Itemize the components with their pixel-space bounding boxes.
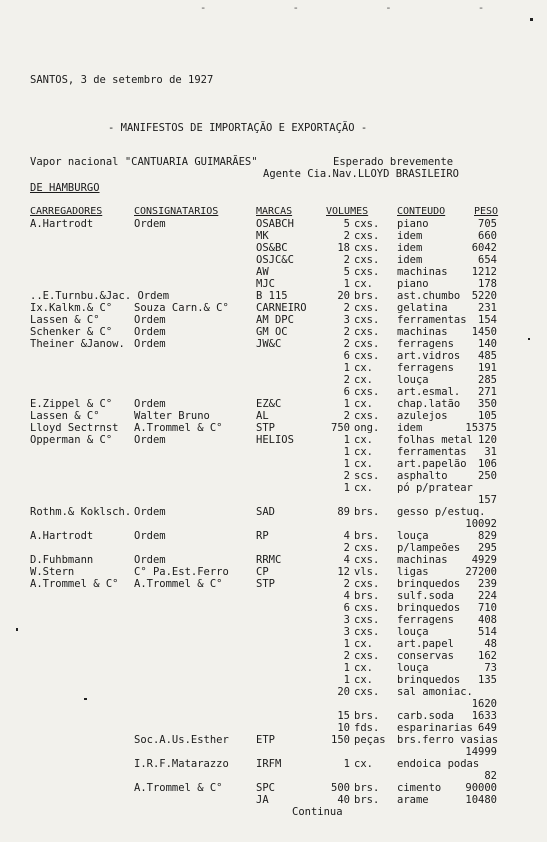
marks-cell: B 115 xyxy=(256,290,288,302)
weight-cell: 649 xyxy=(478,722,497,734)
unit-cell: peças xyxy=(354,734,386,746)
volumes-cell: 2 xyxy=(343,374,350,386)
manifest-row xyxy=(0,254,547,266)
paper-speck xyxy=(528,338,530,340)
unit-cell: brs. xyxy=(354,794,380,806)
manifest-row xyxy=(0,398,547,410)
origin-port: DE HAMBURGO xyxy=(30,182,100,194)
weight-cell: 48 xyxy=(484,638,497,650)
contents-cell: endoica podas xyxy=(397,758,480,770)
weight-cell: 271 xyxy=(478,386,497,398)
marks-cell: HELIOS xyxy=(256,434,294,446)
contents-cell: piano xyxy=(397,218,429,230)
manifest-row xyxy=(0,554,547,566)
contents-cell: machinas xyxy=(397,326,448,338)
volumes-cell: 1 xyxy=(343,362,350,374)
unit-cell: cxs. xyxy=(354,410,380,422)
manifest-row xyxy=(0,770,547,782)
manifest-row xyxy=(0,482,547,494)
marks-cell: OSJC&C xyxy=(256,254,294,266)
consignee-cell: A.Trommel & C° xyxy=(134,578,223,590)
contents-cell: machinas xyxy=(397,266,448,278)
manifest-row xyxy=(0,782,547,794)
weight-cell: 90000 xyxy=(465,782,497,794)
contents-cell: conservas xyxy=(397,650,454,662)
shipper-cell: Theiner &Janow. xyxy=(30,338,125,350)
contents-cell: esparinarias xyxy=(397,722,473,734)
manifest-row xyxy=(0,674,547,686)
shipper-cell: Schenker & C° xyxy=(30,326,113,338)
weight-cell: 250 xyxy=(478,470,497,482)
unit-cell: cxs. xyxy=(354,266,380,278)
manifest-row xyxy=(0,794,547,806)
shipper-cell: W.Stern xyxy=(30,566,75,578)
unit-cell: brs. xyxy=(354,530,380,542)
contents-cell: brinquedos xyxy=(397,674,461,686)
weight-cell: 27200 xyxy=(465,566,497,578)
unit-cell: cxs. xyxy=(354,326,380,338)
manifest-row xyxy=(0,266,547,278)
marks-cell: STP xyxy=(256,422,275,434)
consignee-cell: I.R.F.Matarazzo xyxy=(134,758,229,770)
contents-cell: gesso p/estuq. xyxy=(397,506,486,518)
manifest-row xyxy=(0,302,547,314)
weight-cell: 154 xyxy=(478,314,497,326)
volumes-cell: 89 xyxy=(337,506,350,518)
volumes-cell: 10 xyxy=(337,722,350,734)
unit-cell: fds. xyxy=(354,722,380,734)
marks-cell: RP xyxy=(256,530,269,542)
contents-cell: ferragens xyxy=(397,362,454,374)
contents-cell: art.vidros xyxy=(397,350,461,362)
expected-arrival: Esperado brevemente xyxy=(333,156,454,168)
unit-cell: cxs. xyxy=(354,626,380,638)
contents-cell: brinquedos xyxy=(397,578,461,590)
unit-cell: cxs. xyxy=(354,542,380,554)
contents-cell: cimento xyxy=(397,782,442,794)
weight-cell: 485 xyxy=(478,350,497,362)
contents-cell: azulejos xyxy=(397,410,448,422)
consignee-cell: Ordem xyxy=(134,218,166,230)
marks-cell: RRMC xyxy=(256,554,282,566)
contents-cell: sal amoniac. xyxy=(397,686,473,698)
weight-cell: 106 xyxy=(478,458,497,470)
unit-cell: cx. xyxy=(354,458,373,470)
contents-cell: arame xyxy=(397,794,429,806)
unit-cell: cxs. xyxy=(354,386,380,398)
marks-cell: OSABCH xyxy=(256,218,294,230)
volumes-cell: 4 xyxy=(343,554,350,566)
marks-cell: AL xyxy=(256,410,269,422)
marks-cell: IRFM xyxy=(256,758,282,770)
unit-cell: cxs. xyxy=(354,614,380,626)
manifest-row xyxy=(0,602,547,614)
unit-cell: brs. xyxy=(354,782,380,794)
manifest-row xyxy=(0,614,547,626)
contents-cell: ast.chumbo xyxy=(397,290,461,302)
manifest-row xyxy=(0,590,547,602)
volumes-cell: 12 xyxy=(337,566,350,578)
unit-cell: ong. xyxy=(354,422,380,434)
weight-cell: 82 xyxy=(484,770,497,782)
marks-cell: CP xyxy=(256,566,269,578)
volumes-cell: 500 xyxy=(331,782,350,794)
consignee-cell: C° Pa.Est.Ferro xyxy=(134,566,229,578)
volumes-cell: 1 xyxy=(343,662,350,674)
volumes-cell: 1 xyxy=(343,446,350,458)
weight-cell: 829 xyxy=(478,530,497,542)
volumes-cell: 20 xyxy=(337,686,350,698)
header-marks: MARCAS xyxy=(256,206,293,217)
consignee-cell: Ordem xyxy=(134,314,166,326)
volumes-cell: 5 xyxy=(343,266,350,278)
volumes-cell: 6 xyxy=(343,350,350,362)
consignee-cell: A.Trommel & C° xyxy=(134,782,223,794)
document-title: - MANIFESTOS DE IMPORTAÇÃO E EXPORTAÇÃO - xyxy=(108,122,368,134)
manifest-row xyxy=(0,746,547,758)
volumes-cell: 6 xyxy=(343,386,350,398)
unit-cell: cx. xyxy=(354,278,373,290)
marks-cell: MJC xyxy=(256,278,275,290)
contents-cell: ferramentas xyxy=(397,446,467,458)
unit-cell: cxs. xyxy=(354,602,380,614)
marks-cell: AM DPC xyxy=(256,314,294,326)
consignee-cell: Ordem xyxy=(134,338,166,350)
weight-cell: 157 xyxy=(478,494,497,506)
volumes-cell: 1 xyxy=(343,398,350,410)
contents-cell: art.esmal. xyxy=(397,386,461,398)
manifest-row xyxy=(0,326,547,338)
unit-cell: cx. xyxy=(354,482,373,494)
weight-cell: 1212 xyxy=(471,266,497,278)
weight-cell: 10480 xyxy=(465,794,497,806)
contents-cell: ferragens xyxy=(397,614,454,626)
manifest-row xyxy=(0,698,547,710)
contents-cell: pó p/pratear xyxy=(397,482,473,494)
marks-cell: JA xyxy=(256,794,269,806)
contents-cell: louça xyxy=(397,374,429,386)
weight-cell: 408 xyxy=(478,614,497,626)
weight-cell: 710 xyxy=(478,602,497,614)
weight-cell: 1450 xyxy=(471,326,497,338)
paper-speck xyxy=(530,18,533,21)
manifest-row xyxy=(0,290,547,302)
contents-cell: machinas xyxy=(397,554,448,566)
weight-cell: 239 xyxy=(478,578,497,590)
marks-cell: CARNEIRO xyxy=(256,302,307,314)
contents-cell: piano xyxy=(397,278,429,290)
unit-cell: cx. xyxy=(354,662,373,674)
unit-cell: cx. xyxy=(354,758,373,770)
manifest-row xyxy=(0,650,547,662)
weight-cell: 295 xyxy=(478,542,497,554)
weight-cell: 231 xyxy=(478,302,497,314)
unit-cell: cxs. xyxy=(354,314,380,326)
unit-cell: cxs. xyxy=(354,578,380,590)
contents-cell: idem xyxy=(397,254,423,266)
unit-cell: brs. xyxy=(354,506,380,518)
marks-cell: STP xyxy=(256,578,275,590)
weight-cell: 654 xyxy=(478,254,497,266)
weight-cell: 120 xyxy=(478,434,497,446)
consignee-cell: Souza Carn.& C° xyxy=(134,302,229,314)
shipping-agent: Agente Cia.Nav.LLOYD BRASILEIRO xyxy=(263,168,459,180)
shipper-cell: E.Zippel & C° xyxy=(30,398,113,410)
volumes-cell: 20 xyxy=(337,290,350,302)
shipper-cell: D.Fuhbmann xyxy=(30,554,94,566)
volumes-cell: 3 xyxy=(343,626,350,638)
contents-cell: ferragens xyxy=(397,338,454,350)
manifest-row xyxy=(0,758,547,770)
weight-cell: 14999 xyxy=(465,746,497,758)
marks-cell: SPC xyxy=(256,782,275,794)
shipper-cell: Rothm.& Koklsch. xyxy=(30,506,132,518)
unit-cell: cx. xyxy=(354,446,373,458)
manifest-row xyxy=(0,350,547,362)
weight-cell: 73 xyxy=(484,662,497,674)
volumes-cell: 2 xyxy=(343,302,350,314)
manifest-row xyxy=(0,338,547,350)
contents-cell: ferramentas xyxy=(397,314,467,326)
volumes-cell: 2 xyxy=(343,230,350,242)
continued-note: Continua xyxy=(292,806,343,818)
marks-cell: AW xyxy=(256,266,269,278)
unit-cell: cx. xyxy=(354,674,373,686)
top-marks: - - - - xyxy=(200,2,525,14)
volumes-cell: 18 xyxy=(337,242,350,254)
date-line: SANTOS, 3 de setembro de 1927 xyxy=(30,74,214,86)
shipper-cell: ..E.Turnbu.&Jac. Ordem xyxy=(30,290,170,302)
header-weight: PESO xyxy=(474,206,499,217)
manifest-row xyxy=(0,518,547,530)
paper-speck xyxy=(84,698,87,700)
marks-cell: MK xyxy=(256,230,269,242)
unit-cell: cxs. xyxy=(354,350,380,362)
manifest-row xyxy=(0,362,547,374)
contents-cell: louça xyxy=(397,530,429,542)
unit-cell: cx. xyxy=(354,362,373,374)
volumes-cell: 750 xyxy=(331,422,350,434)
contents-cell: gelatina xyxy=(397,302,448,314)
shipper-cell: A.Hartrodt xyxy=(30,530,94,542)
unit-cell: cxs. xyxy=(354,254,380,266)
marks-cell: ETP xyxy=(256,734,275,746)
marks-cell: JW&C xyxy=(256,338,282,350)
volumes-cell: 5 xyxy=(343,218,350,230)
manifest-row xyxy=(0,422,547,434)
unit-cell: brs. xyxy=(354,290,380,302)
manifest-row xyxy=(0,410,547,422)
weight-cell: 1620 xyxy=(471,698,497,710)
weight-cell: 705 xyxy=(478,218,497,230)
unit-cell: cxs. xyxy=(354,338,380,350)
paper-speck xyxy=(16,628,18,631)
volumes-cell: 150 xyxy=(331,734,350,746)
unit-cell: cxs. xyxy=(354,686,380,698)
manifest-row xyxy=(0,686,547,698)
weight-cell: 514 xyxy=(478,626,497,638)
shipper-cell: Lassen & C° xyxy=(30,410,100,422)
volumes-cell: 1 xyxy=(343,482,350,494)
unit-cell: scs. xyxy=(354,470,380,482)
vessel-name: Vapor nacional "CANTUARIA GUIMARÃES" xyxy=(30,156,258,168)
manifest-row xyxy=(0,242,547,254)
marks-cell: OS&BC xyxy=(256,242,288,254)
weight-cell: 6042 xyxy=(471,242,497,254)
manifest-row xyxy=(0,494,547,506)
volumes-cell: 1 xyxy=(343,758,350,770)
volumes-cell: 15 xyxy=(337,710,350,722)
contents-cell: idem xyxy=(397,242,423,254)
shipper-cell: Lassen & C° xyxy=(30,314,100,326)
contents-cell: ligas xyxy=(397,566,429,578)
volumes-cell: 2 xyxy=(343,326,350,338)
weight-cell: 1633 xyxy=(471,710,497,722)
manifest-row xyxy=(0,530,547,542)
weight-cell: 5220 xyxy=(471,290,497,302)
volumes-cell: 1 xyxy=(343,674,350,686)
header-contents: CONTEUDO xyxy=(397,206,446,217)
manifest-row xyxy=(0,278,547,290)
volumes-cell: 2 xyxy=(343,470,350,482)
manifest-row xyxy=(0,446,547,458)
contents-cell: asphalto xyxy=(397,470,448,482)
volumes-cell: 3 xyxy=(343,614,350,626)
manifest-row xyxy=(0,386,547,398)
weight-cell: 4929 xyxy=(471,554,497,566)
manifest-row xyxy=(0,470,547,482)
weight-cell: 135 xyxy=(478,674,497,686)
marks-cell: GM OC xyxy=(256,326,288,338)
manifest-row xyxy=(0,734,547,746)
contents-cell: brs.ferro vasias xyxy=(397,734,499,746)
volumes-cell: 1 xyxy=(343,434,350,446)
weight-cell: 15375 xyxy=(465,422,497,434)
header-shipper: CARREGADORES xyxy=(30,206,103,217)
marks-cell: SAD xyxy=(256,506,275,518)
consignee-cell: A.Trommel & C° xyxy=(134,422,223,434)
manifest-row xyxy=(0,710,547,722)
volumes-cell: 2 xyxy=(343,410,350,422)
volumes-cell: 2 xyxy=(343,338,350,350)
shipper-cell: A.Trommel & C° xyxy=(30,578,119,590)
contents-cell: folhas metal xyxy=(397,434,473,446)
header-volumes: VOLUMES xyxy=(326,206,369,217)
volumes-cell: 1 xyxy=(343,638,350,650)
marks-cell: EZ&C xyxy=(256,398,282,410)
manifest-row xyxy=(0,638,547,650)
unit-cell: cx. xyxy=(354,638,373,650)
consignee-cell: Ordem xyxy=(134,506,166,518)
volumes-cell: 2 xyxy=(343,650,350,662)
consignee-cell: Ordem xyxy=(134,554,166,566)
contents-cell: art.papelão xyxy=(397,458,467,470)
manifest-row xyxy=(0,578,547,590)
unit-cell: cxs. xyxy=(354,242,380,254)
volumes-cell: 4 xyxy=(343,590,350,602)
unit-cell: brs. xyxy=(354,590,380,602)
weight-cell: 10092 xyxy=(465,518,497,530)
contents-cell: idem xyxy=(397,422,423,434)
weight-cell: 140 xyxy=(478,338,497,350)
volumes-cell: 2 xyxy=(343,578,350,590)
weight-cell: 178 xyxy=(478,278,497,290)
contents-cell: sulf.soda xyxy=(397,590,454,602)
shipper-cell: Ix.Kalkm.& C° xyxy=(30,302,113,314)
volumes-cell: 40 xyxy=(337,794,350,806)
weight-cell: 224 xyxy=(478,590,497,602)
contents-cell: p/lampeões xyxy=(397,542,461,554)
manifest-row xyxy=(0,218,547,230)
weight-cell: 285 xyxy=(478,374,497,386)
unit-cell: vls. xyxy=(354,566,380,578)
unit-cell: cxs. xyxy=(354,554,380,566)
manifest-row xyxy=(0,374,547,386)
weight-cell: 31 xyxy=(484,446,497,458)
weight-cell: 162 xyxy=(478,650,497,662)
shipper-cell: Opperman & C° xyxy=(30,434,113,446)
unit-cell: cxs. xyxy=(354,302,380,314)
unit-cell: cxs. xyxy=(354,218,380,230)
contents-cell: louça xyxy=(397,626,429,638)
volumes-cell: 2 xyxy=(343,542,350,554)
manifest-row xyxy=(0,722,547,734)
volumes-cell: 3 xyxy=(343,314,350,326)
contents-cell: carb.soda xyxy=(397,710,454,722)
consignee-cell: Ordem xyxy=(134,530,166,542)
manifest-row xyxy=(0,434,547,446)
volumes-cell: 6 xyxy=(343,602,350,614)
consignee-cell: Walter Bruno xyxy=(134,410,210,422)
shipper-cell: A.Hartrodt xyxy=(30,218,94,230)
consignee-cell: Ordem xyxy=(134,434,166,446)
consignee-cell: Soc.A.Us.Esther xyxy=(134,734,229,746)
unit-cell: cx. xyxy=(354,434,373,446)
weight-cell: 660 xyxy=(478,230,497,242)
unit-cell: brs. xyxy=(354,710,380,722)
manifest-row xyxy=(0,626,547,638)
header-consignee: CONSIGNATARIOS xyxy=(134,206,219,217)
manifest-row xyxy=(0,314,547,326)
volumes-cell: 1 xyxy=(343,458,350,470)
manifest-row xyxy=(0,566,547,578)
manifest-row xyxy=(0,542,547,554)
contents-cell: brinquedos xyxy=(397,602,461,614)
volumes-cell: 4 xyxy=(343,530,350,542)
shipper-cell: Lloyd Sectrnst xyxy=(30,422,119,434)
contents-cell: louça xyxy=(397,662,429,674)
manifest-row xyxy=(0,458,547,470)
consignee-cell: Ordem xyxy=(134,398,166,410)
contents-cell: chap.latão xyxy=(397,398,461,410)
weight-cell: 350 xyxy=(478,398,497,410)
weight-cell: 105 xyxy=(478,410,497,422)
contents-cell: idem xyxy=(397,230,423,242)
volumes-cell: 2 xyxy=(343,254,350,266)
volumes-cell: 1 xyxy=(343,278,350,290)
unit-cell: cx. xyxy=(354,374,373,386)
manifest-row xyxy=(0,230,547,242)
unit-cell: cx. xyxy=(354,398,373,410)
contents-cell: art.papel xyxy=(397,638,454,650)
consignee-cell: Ordem xyxy=(134,326,166,338)
manifest-row xyxy=(0,662,547,674)
unit-cell: cxs. xyxy=(354,230,380,242)
manifest-row xyxy=(0,506,547,518)
unit-cell: cxs. xyxy=(354,650,380,662)
weight-cell: 191 xyxy=(478,362,497,374)
